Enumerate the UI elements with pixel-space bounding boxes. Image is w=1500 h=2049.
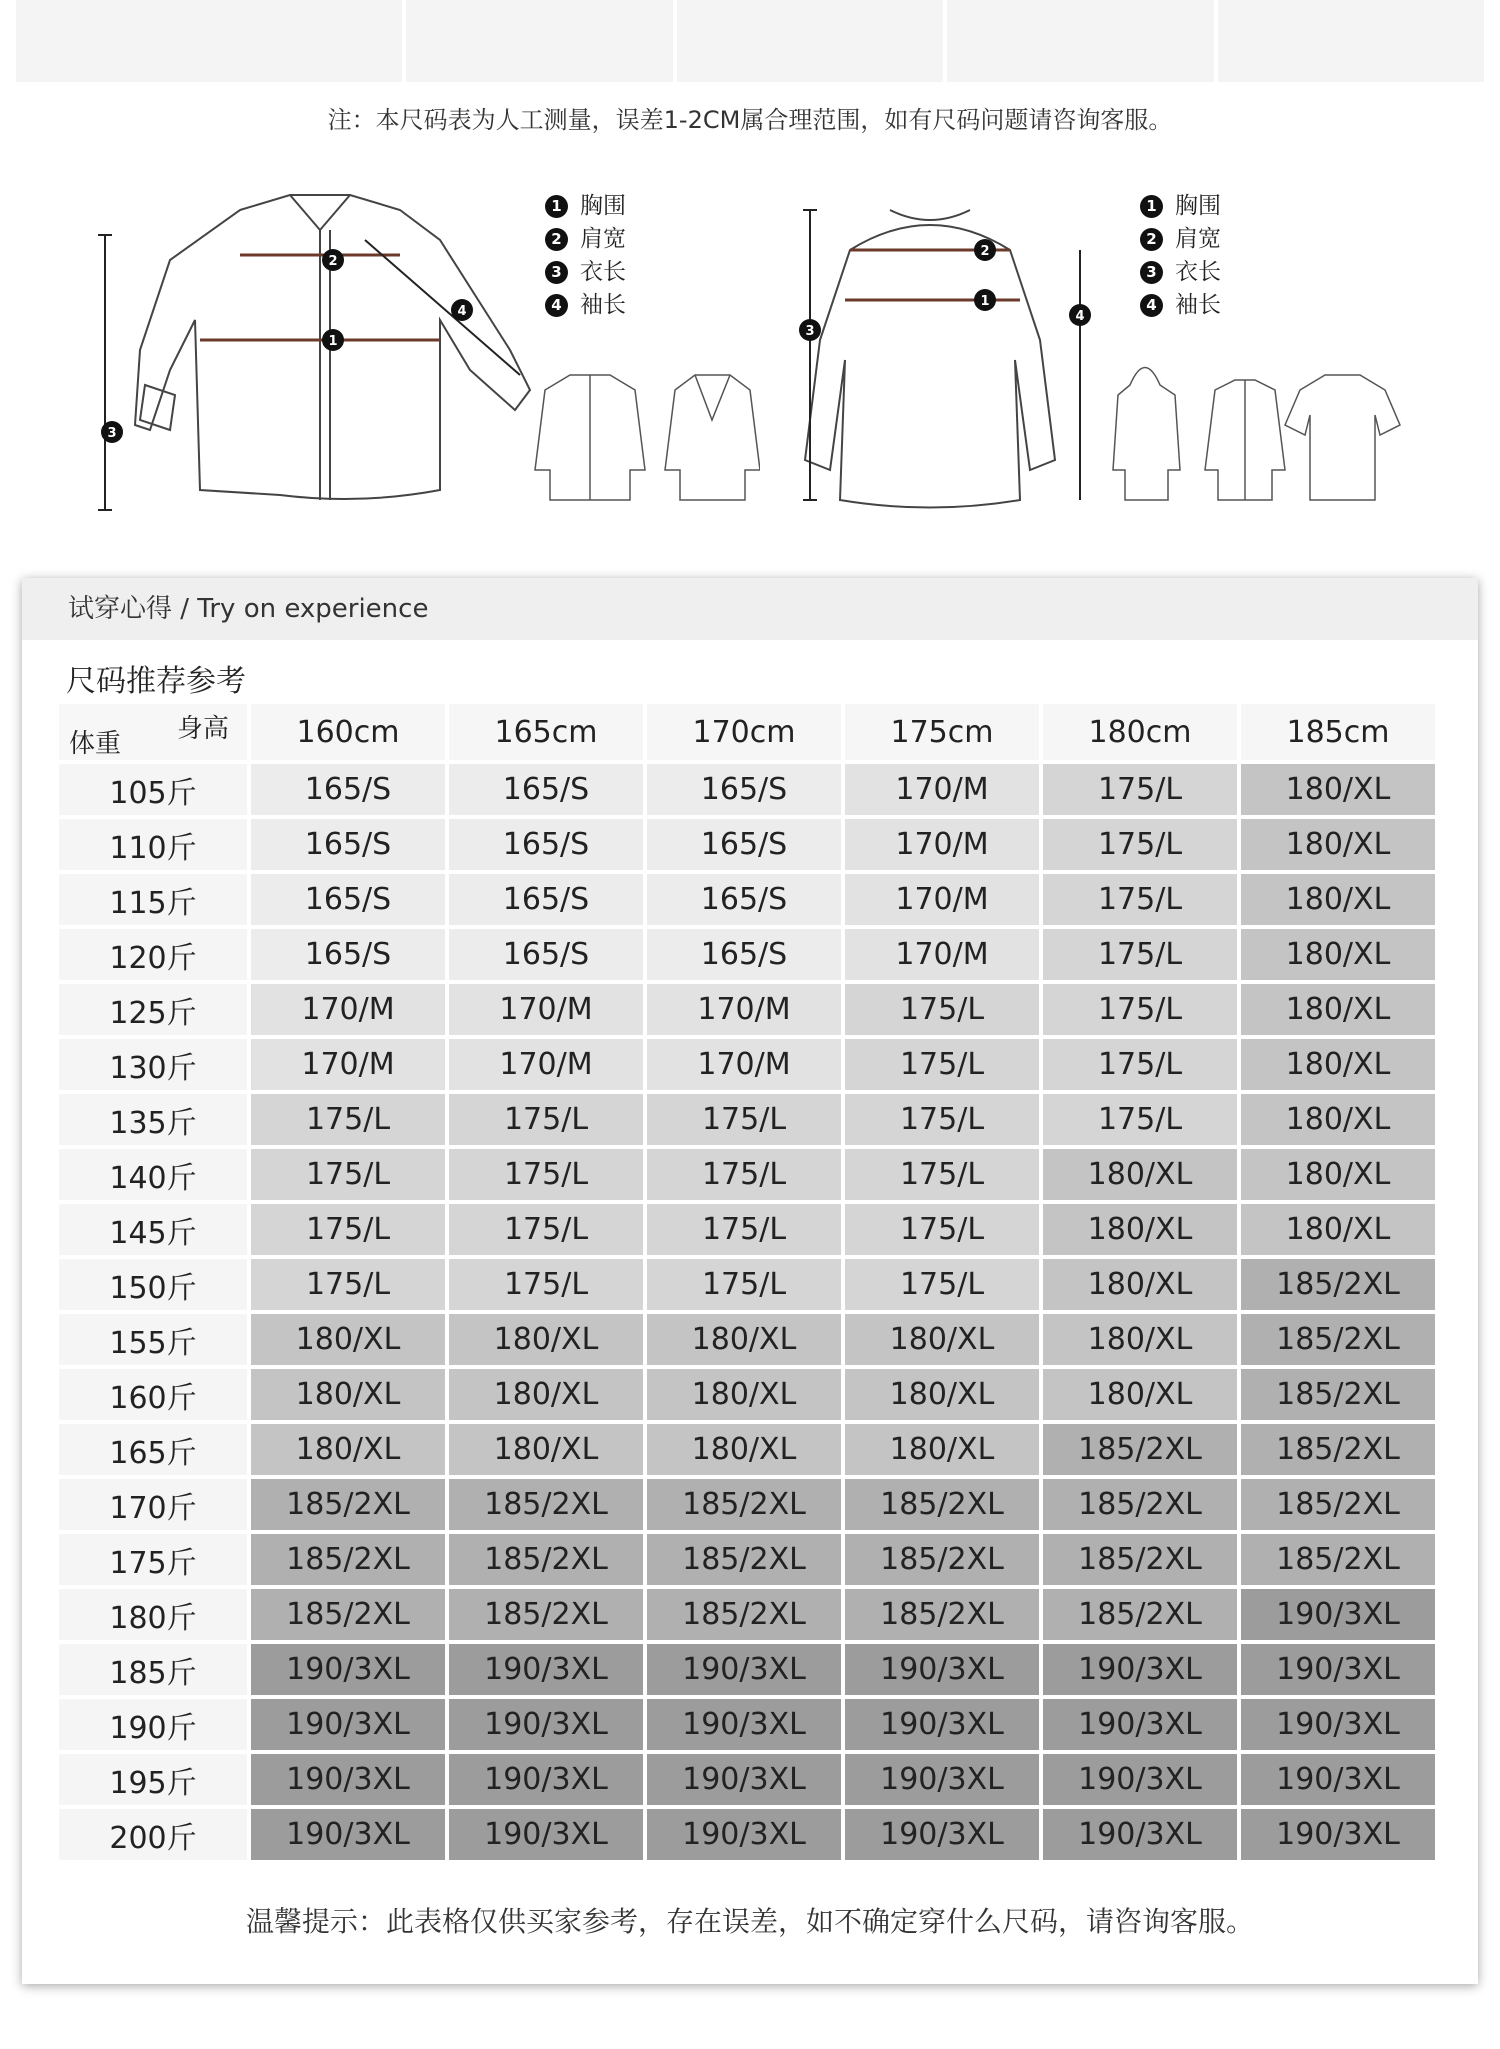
size-cell: 185/2XL [1043,1424,1237,1475]
size-cell: 180/XL [647,1314,841,1365]
size-cell: 175/L [1043,819,1237,870]
size-cell: 175/L [845,1149,1039,1200]
table-row [59,1534,1435,1585]
size-recommendation-card [22,578,1478,1984]
size-cell: 165/S [647,929,841,980]
weight-cell: 195斤 [59,1754,247,1805]
size-cell: 165/S [251,874,445,925]
table-row [59,1424,1435,1475]
size-cell: 190/3XL [1241,1699,1435,1750]
size-cell: 165/S [449,764,643,815]
size-cell: 180/XL [1241,929,1435,980]
size-cell: 180/XL [1241,984,1435,1035]
size-cell: 175/L [647,1204,841,1255]
table-row [59,1149,1435,1200]
size-cell: 170/M [251,984,445,1035]
weight-axis-label: 体重 [69,729,122,759]
size-cell: 175/L [1043,1094,1237,1145]
size-cell: 185/2XL [251,1534,445,1585]
weight-cell: 105斤 [59,764,247,815]
size-cell: 190/3XL [647,1809,841,1860]
table-row [59,1094,1435,1145]
size-cell: 175/L [449,1259,643,1310]
number-3-icon: 3 [545,261,568,284]
strip-cell [677,0,943,82]
size-cell: 175/L [251,1094,445,1145]
size-cell: 175/L [449,1204,643,1255]
size-cell: 165/S [251,764,445,815]
size-cell: 185/2XL [845,1479,1039,1530]
weight-cell: 115斤 [59,874,247,925]
size-cell: 190/3XL [1043,1644,1237,1695]
size-cell: 185/2XL [1241,1479,1435,1530]
table-row [59,1479,1435,1530]
size-cell: 170/M [449,984,643,1035]
tip-text: 温馨提示：此表格仅供买家参考，存在误差，如不确定穿什么尺码，请咨询客服。 [245,1905,1254,1938]
size-cell: 175/L [251,1259,445,1310]
legend-item [1140,190,1221,223]
height-axis-label: 身高 [176,714,229,744]
size-cell: 180/XL [1043,1149,1237,1200]
size-cell: 180/XL [1241,1094,1435,1145]
strip-cell [1218,0,1484,82]
legend-item [545,256,626,289]
table-row [59,1039,1435,1090]
size-cell: 165/S [647,819,841,870]
legend-label: 袖长 [580,292,626,318]
size-cell: 185/2XL [647,1589,841,1640]
table-row [59,1699,1435,1750]
table-row [59,1259,1435,1310]
size-cell: 180/XL [1043,1259,1237,1310]
size-cell: 185/2XL [1241,1369,1435,1420]
size-cell: 170/M [845,764,1039,815]
size-cell: 190/3XL [845,1699,1039,1750]
table-row [59,819,1435,870]
marker-label: 1 [980,294,990,309]
size-cell: 165/S [449,874,643,925]
card-subtitle: 尺码推荐参考 [66,664,246,699]
weight-cell: 130斤 [59,1039,247,1090]
size-cell: 190/3XL [1043,1699,1237,1750]
strip-cell [406,0,672,82]
size-cell: 175/L [251,1149,445,1200]
legend-label: 袖长 [1175,292,1221,318]
size-cell: 180/XL [1043,1314,1237,1365]
header-row [59,704,1435,760]
size-cell: 180/XL [449,1314,643,1365]
size-cell: 165/S [449,929,643,980]
size-cell: 190/3XL [1241,1754,1435,1805]
size-cell: 190/3XL [647,1754,841,1805]
size-cell: 180/XL [251,1314,445,1365]
number-3-icon: 3 [1140,261,1163,284]
legend-label: 衣长 [1175,259,1221,285]
size-cell: 190/3XL [449,1809,643,1860]
size-cell: 180/XL [1241,764,1435,815]
number-4-icon: 4 [1140,294,1163,317]
legend-item [1140,289,1221,322]
size-cell: 180/XL [1241,1149,1435,1200]
size-cell: 185/2XL [251,1589,445,1640]
size-cell: 185/2XL [1043,1479,1237,1530]
size-cell: 165/S [647,874,841,925]
size-cell: 180/XL [1241,1039,1435,1090]
size-cell: 170/M [449,1039,643,1090]
size-cell: 180/XL [647,1424,841,1475]
size-cell: 185/2XL [1241,1534,1435,1585]
size-cell: 170/M [845,819,1039,870]
size-cell: 190/3XL [1241,1809,1435,1860]
size-cell: 185/2XL [1241,1424,1435,1475]
legend-item [545,289,626,322]
size-cell: 185/2XL [647,1479,841,1530]
weight-cell: 170斤 [59,1479,247,1530]
size-cell: 180/XL [1043,1369,1237,1420]
size-cell: 185/2XL [449,1479,643,1530]
size-cell: 165/S [647,764,841,815]
size-cell: 175/L [1043,984,1237,1035]
size-cell: 175/L [845,1094,1039,1145]
weight-cell: 125斤 [59,984,247,1035]
size-cell: 170/M [647,1039,841,1090]
table-row [59,1809,1435,1860]
size-cell: 190/3XL [647,1644,841,1695]
size-cell: 175/L [647,1149,841,1200]
weight-cell: 160斤 [59,1369,247,1420]
size-cell: 185/2XL [1043,1589,1237,1640]
marker-label: 3 [805,324,815,339]
strip-cell [947,0,1213,82]
size-cell: 190/3XL [845,1809,1039,1860]
weight-cell: 175斤 [59,1534,247,1585]
size-cell: 175/L [647,1259,841,1310]
size-cell: 180/XL [449,1424,643,1475]
size-cell: 190/3XL [251,1699,445,1750]
legend-label: 胸围 [580,193,626,219]
weight-cell: 155斤 [59,1314,247,1365]
table-row [59,1369,1435,1420]
size-cell: 190/3XL [449,1699,643,1750]
size-cell: 175/L [845,1259,1039,1310]
marker-label: 1 [328,334,338,349]
size-cell: 180/XL [1241,819,1435,870]
table-row [59,764,1435,815]
weight-cell: 135斤 [59,1094,247,1145]
size-cell: 165/S [251,819,445,870]
marker-label: 2 [980,244,990,259]
weight-cell: 165斤 [59,1424,247,1475]
size-cell: 185/2XL [1241,1259,1435,1310]
size-cell: 180/XL [845,1424,1039,1475]
size-cell: 180/XL [449,1369,643,1420]
size-cell: 180/XL [1043,1204,1237,1255]
measurement-diagrams [0,170,1500,520]
size-cell: 175/L [449,1094,643,1145]
table-row [59,1644,1435,1695]
size-cell: 170/M [845,874,1039,925]
marker-label: 4 [457,304,467,319]
size-cell: 175/L [1043,929,1237,980]
table-row [59,874,1435,925]
weight-cell: 145斤 [59,1204,247,1255]
table-row [59,1754,1435,1805]
size-cell: 165/S [251,929,445,980]
strip-cell [16,0,402,82]
size-cell: 190/3XL [845,1754,1039,1805]
measurement-note: 注：本尺码表为人工测量，误差1-2CM属合理范围，如有尺码问题请咨询客服。 [327,106,1173,134]
size-cell: 175/L [845,1204,1039,1255]
height-header: 165cm [449,704,643,760]
legend-label: 肩宽 [580,226,626,252]
size-cell: 190/3XL [251,1754,445,1805]
size-cell: 190/3XL [449,1644,643,1695]
size-cell: 180/XL [647,1369,841,1420]
size-cell: 185/2XL [647,1534,841,1585]
legend-left [545,190,626,322]
legend-label: 衣长 [580,259,626,285]
size-cell: 175/L [251,1204,445,1255]
shirt-diagram [90,170,760,520]
weight-cell: 190斤 [59,1699,247,1750]
weight-cell: 185斤 [59,1644,247,1695]
weight-cell: 180斤 [59,1589,247,1640]
size-cell: 165/S [449,819,643,870]
size-cell: 185/2XL [449,1534,643,1585]
size-cell: 175/L [845,984,1039,1035]
number-2-icon: 2 [545,228,568,251]
size-cell: 180/XL [1241,1204,1435,1255]
size-table [55,700,1439,1864]
marker-label: 4 [1075,309,1085,324]
height-header: 185cm [1241,704,1435,760]
height-header: 170cm [647,704,841,760]
size-cell: 190/3XL [1043,1809,1237,1860]
size-cell: 180/XL [251,1424,445,1475]
weight-cell: 110斤 [59,819,247,870]
number-4-icon: 4 [545,294,568,317]
weight-cell: 200斤 [59,1809,247,1860]
legend-item [545,223,626,256]
table-row [59,1589,1435,1640]
size-cell: 185/2XL [251,1479,445,1530]
legend-item [545,190,626,223]
size-cell: 190/3XL [449,1754,643,1805]
size-cell: 190/3XL [1043,1754,1237,1805]
legend-right [1140,190,1221,322]
size-cell: 180/XL [251,1369,445,1420]
size-cell: 185/2XL [449,1589,643,1640]
height-header: 175cm [845,704,1039,760]
size-cell: 175/L [449,1149,643,1200]
size-cell: 170/M [647,984,841,1035]
size-table-body [59,764,1435,1860]
corner-cell [59,704,247,760]
size-cell: 180/XL [845,1369,1039,1420]
size-cell: 175/L [1043,1039,1237,1090]
size-cell: 175/L [1043,764,1237,815]
weight-cell: 140斤 [59,1149,247,1200]
legend-item [1140,223,1221,256]
size-cell: 185/2XL [1241,1314,1435,1365]
number-1-icon: 1 [545,195,568,218]
size-cell: 190/3XL [251,1644,445,1695]
previous-table-strip [16,0,1484,82]
size-cell: 170/M [845,929,1039,980]
table-row [59,1204,1435,1255]
legend-label: 肩宽 [1175,226,1221,252]
marker-label: 3 [107,426,117,441]
size-cell: 190/3XL [1241,1644,1435,1695]
number-1-icon: 1 [1140,195,1163,218]
table-row [59,984,1435,1035]
weight-cell: 120斤 [59,929,247,980]
size-cell: 175/L [647,1094,841,1145]
height-header: 160cm [251,704,445,760]
legend-label: 胸围 [1175,193,1221,219]
sweater-diagram [780,170,1420,520]
size-cell: 185/2XL [1043,1534,1237,1585]
size-cell: 170/M [251,1039,445,1090]
size-cell: 180/XL [845,1314,1039,1365]
table-row [59,1314,1435,1365]
size-cell: 175/L [845,1039,1039,1090]
weight-cell: 150斤 [59,1259,247,1310]
number-2-icon: 2 [1140,228,1163,251]
size-cell: 190/3XL [251,1809,445,1860]
height-header: 180cm [1043,704,1237,760]
card-header: 试穿心得 / Try on experience [22,578,1478,640]
size-cell: 185/2XL [845,1534,1039,1585]
marker-label: 2 [328,254,338,269]
size-cell: 190/3XL [647,1699,841,1750]
size-cell: 180/XL [1241,874,1435,925]
size-cell: 185/2XL [845,1589,1039,1640]
size-cell: 175/L [1043,874,1237,925]
size-cell: 190/3XL [1241,1589,1435,1640]
size-cell: 190/3XL [845,1644,1039,1695]
legend-item [1140,256,1221,289]
table-row [59,929,1435,980]
